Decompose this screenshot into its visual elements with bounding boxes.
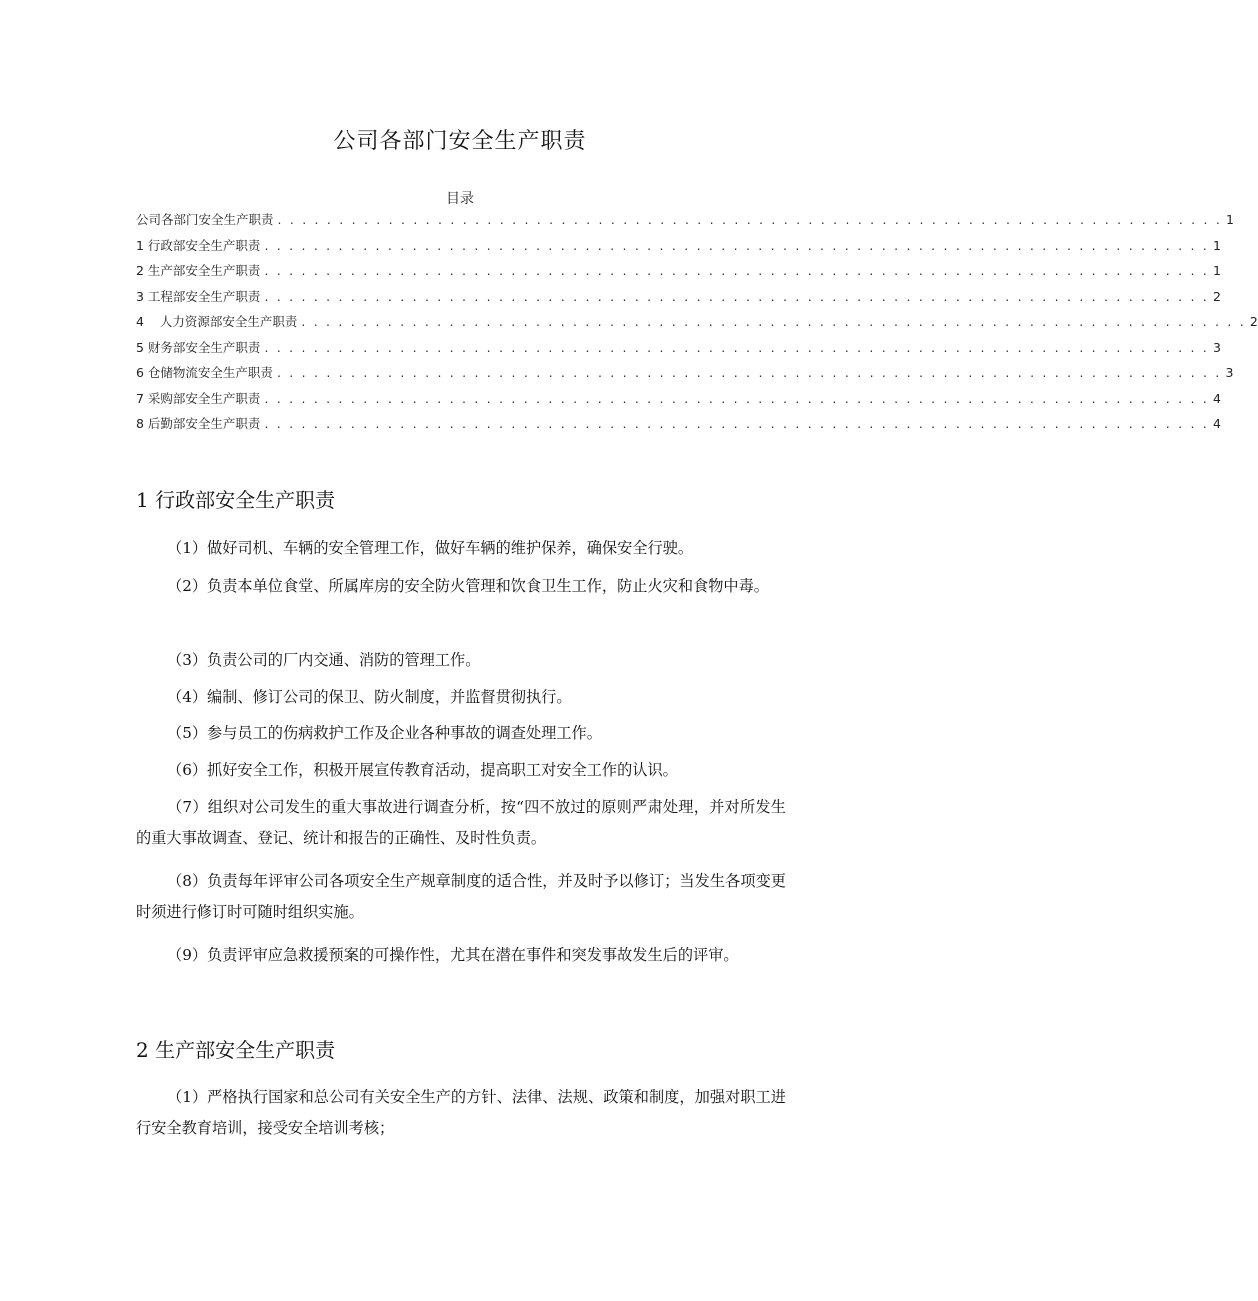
toc-entry-page: 3 <box>1212 339 1221 355</box>
toc-entry[interactable] <box>136 389 1221 415</box>
toc-entry-page: 1 <box>1226 212 1234 227</box>
toc-leader-dots: . . . . . . . . . . . . . . . . . . . . . . . . . . . . . . . . . . . . . . . . . . . . . . . . . . . . . . . . . . . . . . . . . . . . . . . . . . . . . <box>264 416 1209 431</box>
toc-leader-dots: . . . . . . . . . . . . . . . . . . . . . . . . . . . . . . . . . . . . . . . . . . . . . . . . . . . . . . . . . . . . . . . . . . . . . . . . . . . . . <box>301 314 1246 329</box>
toc-entry-label: 5 财务部安全生产职责 <box>136 339 261 355</box>
toc-leader-dots: . . . . . . . . . . . . . . . . . . . . . . . . . . . . . . . . . . . . . . . . . . . . . . . . . . . . . . . . . . . . . . . . . . . . . . . . . . . . . <box>264 288 1209 304</box>
toc-entry-page: 3 <box>1225 365 1234 380</box>
section-heading: 2 生产部安全生产职责 <box>136 1038 336 1062</box>
toc-entry[interactable] <box>136 363 1234 389</box>
paragraph: （1）严格执行国家和总公司有关安全生产的方针、法律、法规、政策和制度，加强对职工进行安全教育培训，接受安全培训考核； <box>136 1088 786 1137</box>
toc-leader-dots: . . . . . . . . . . . . . . . . . . . . . . . . . . . . . . . . . . . . . . . . . . . . . . . . . . . . . . . . . . . . . . . . . . . . . . . . . . . . . <box>276 365 1222 380</box>
toc-entry-label: 4 人力资源部安全生产职责 <box>136 314 298 329</box>
toc-entry-label: 3 工程部安全生产职责 <box>136 288 261 304</box>
toc-leader-dots: . . . . . . . . . . . . . . . . . . . . . . . . . . . . . . . . . . . . . . . . . . . . . . . . . . . . . . . . . . . . . . . . . . . . . . . . . . . . . <box>264 339 1209 355</box>
paragraph: （1）做好司机、车辆的安全管理工作，做好车辆的维护保养，确保安全行驶。 <box>167 539 694 557</box>
toc-leader-dots: . . . . . . . . . . . . . . . . . . . . . . . . . . . . . . . . . . . . . . . . . . . . . . . . . . . . . . . . . . . . . . . . . . . . . . . . . . . . . <box>264 263 1209 278</box>
toc-entry[interactable] <box>136 210 1234 236</box>
toc-entry[interactable] <box>136 261 1221 287</box>
toc-entry[interactable] <box>136 338 1221 364</box>
paragraph: （2）负责本单位食堂、所属库房的安全防火管理和饮食卫生工作，防止火灾和食物中毒。 <box>167 577 769 595</box>
toc-entry-page: 2 <box>1249 314 1258 329</box>
toc-entry-label: 7 采购部安全生产职责 <box>136 390 261 406</box>
toc-entry-page: 4 <box>1212 416 1221 431</box>
toc-leader-dots: . . . . . . . . . . . . . . . . . . . . . . . . . . . . . . . . . . . . . . . . . . . . . . . . . . . . . . . . . . . . . . . . . . . . . . . . . . . . . <box>264 390 1209 406</box>
toc-entry-label: 公司各部门安全生产职责 <box>136 212 274 227</box>
paragraph: （5）参与员工的伤病救护工作及企业各种事故的调查处理工作。 <box>167 724 602 742</box>
section-heading: 1 行政部安全生产职责 <box>136 488 336 512</box>
toc-leader-dots: . . . . . . . . . . . . . . . . . . . . . . . . . . . . . . . . . . . . . . . . . . . . . . . . . . . . . . . . . . . . . . . . . . . . . . . . . . . . . <box>277 212 1223 227</box>
table-of-contents <box>136 210 1258 440</box>
paragraph: （3）负责公司的厂内交通、消防的管理工作。 <box>167 651 481 669</box>
toc-entry-page: 1 <box>1212 237 1221 253</box>
toc-entry-page: 1 <box>1212 263 1221 278</box>
paragraph: （8）负责每年评审公司各项安全生产规章制度的适合性，并及时予以修订；当发生各项变更时须进行修订时可随时组织实施。 <box>136 872 786 921</box>
toc-entry-label: 2 生产部安全生产职责 <box>136 263 261 278</box>
paragraph: （7）组织对公司发生的重大事故进行调查分析，按“四不放过的原则严肃处理，并对所发生的重大事故调查、登记、统计和报告的正确性、及时性负责。 <box>136 798 786 847</box>
toc-entry[interactable] <box>136 287 1221 313</box>
toc-leader-dots: . . . . . . . . . . . . . . . . . . . . . . . . . . . . . . . . . . . . . . . . . . . . . . . . . . . . . . . . . . . . . . . . . . . . . . . . . . . . . <box>264 237 1209 253</box>
toc-entry-label: 8 后勤部安全生产职责 <box>136 416 261 431</box>
toc-entry-label: 6 仓储物流安全生产职责 <box>136 365 273 380</box>
toc-entry[interactable] <box>136 414 1221 440</box>
paragraph: （9）负责评审应急救援预案的可操作性，尤其在潜在事件和突发事故发生后的评审。 <box>167 946 739 964</box>
toc-entry-page: 2 <box>1212 288 1221 304</box>
toc-entry[interactable] <box>136 312 1258 338</box>
toc-entry[interactable] <box>136 236 1221 262</box>
paragraph: （4）编制、修订公司的保卫、防火制度，并监督贯彻执行。 <box>167 688 572 706</box>
toc-entry-label: 1 行政部安全生产职责 <box>136 237 261 253</box>
document-title: 公司各部门安全生产职责 <box>333 129 587 154</box>
paragraph: （6）抓好安全工作，积极开展宣传教育活动，提高职工对安全工作的认识。 <box>167 761 678 779</box>
toc-entry-page: 4 <box>1212 390 1221 406</box>
toc-heading: 目录 <box>446 191 474 207</box>
